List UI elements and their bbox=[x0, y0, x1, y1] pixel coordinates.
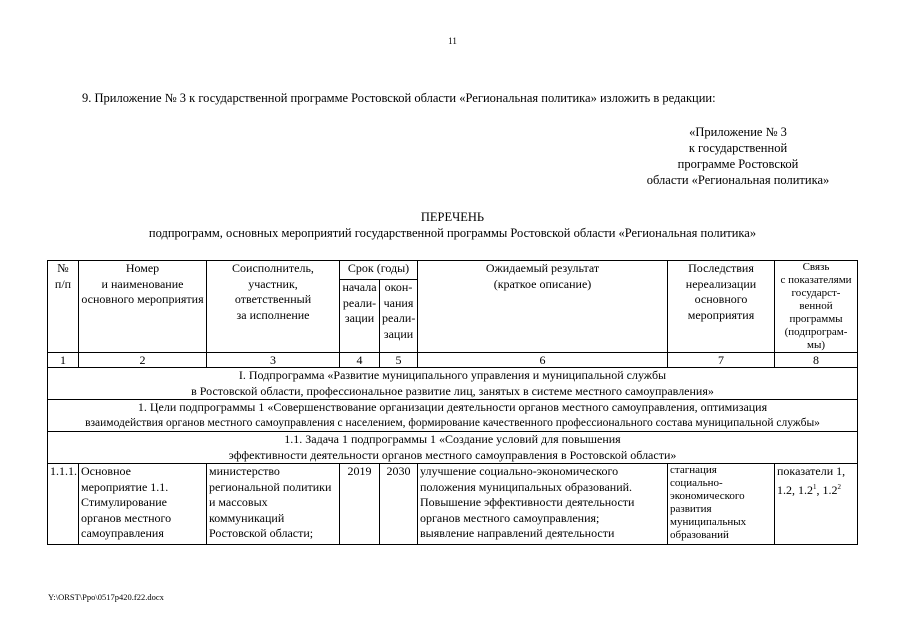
task-title: 1.1. Задача 1 подпрограммы 1 «Создание условий для повышения эффективности деятельности органов местного самоуправления в Ростовской области» bbox=[48, 432, 858, 464]
row-result: улучшение социально-экономического положения муниципальных образований. Повышение эффективности деятельности органов местного самоуправления; выявление направлений деятельности bbox=[418, 464, 668, 545]
table-row bbox=[48, 464, 858, 545]
appendix-line: области «Региональная политика» bbox=[646, 173, 830, 187]
intro-text: 9. Приложение № 3 к государственной программе Ростовской области «Региональная политика» изложить в редакции: bbox=[82, 91, 716, 105]
header-event-name: Номер и наименование основного мероприятия bbox=[79, 261, 207, 353]
header-start: начала реали- зации bbox=[340, 280, 380, 353]
column-number-row bbox=[48, 353, 858, 368]
header-term-group: Срок (годы) bbox=[340, 261, 418, 280]
row-link: показатели 1, 1.2, $1.2^1$, $1.2^2$ bbox=[775, 464, 858, 545]
goal-title: 1. Цели подпрограммы 1 «Совершенствование организации деятельности органов местного самоуправления, оптимизация взаимодействия органов местного самоуправления с населением, формирование качественного профессионального состава муниципальной службы» bbox=[48, 400, 858, 432]
row-end-year: 2030 bbox=[380, 464, 418, 545]
subprogram-title: I. Подпрограмма «Развитие муниципального управления и муниципальной службы в Ростовской области, профессиональное развитие лиц, занятых в системе местного самоуправления» bbox=[48, 368, 858, 400]
column-number: 5 bbox=[380, 353, 418, 368]
header-end: окон- чания реали- зации bbox=[380, 280, 418, 353]
program-table bbox=[47, 260, 858, 545]
header-link: Связь с показателями государст- венной программы (подпрограм- мы) bbox=[775, 261, 858, 353]
row-executor: министерство региональной политики и массовых коммуникаций Ростовской области; bbox=[207, 464, 340, 545]
column-number: 6 bbox=[418, 353, 668, 368]
appendix-line: «Приложение № 3 bbox=[689, 125, 787, 139]
header-executor: Соисполнитель, участник, ответственный за исполнение bbox=[207, 261, 340, 353]
column-number: 2 bbox=[79, 353, 207, 368]
task-row bbox=[48, 432, 858, 464]
header-result: Ожидаемый результат (краткое описание) bbox=[418, 261, 668, 353]
footer-file-path: Y:\ORST\Ppo\0517p420.f22.docx bbox=[48, 592, 164, 602]
row-event-name: Основное мероприятие 1.1. Стимулирование органов местного самоуправления bbox=[79, 464, 207, 545]
column-number: 8 bbox=[775, 353, 858, 368]
column-number: 3 bbox=[207, 353, 340, 368]
column-number: 1 bbox=[48, 353, 79, 368]
appendix-header bbox=[628, 124, 848, 188]
appendix-line: к государственной bbox=[688, 141, 788, 155]
header-consequences: Последствия нереализации основного мероприятия bbox=[668, 261, 775, 353]
row-num: 1.1.1. bbox=[48, 464, 79, 545]
document-subtitle: подпрограмм, основных мероприятий государственной программы Ростовской области «Региональная политика» bbox=[148, 226, 757, 240]
table-header-row bbox=[48, 261, 858, 280]
goal-row bbox=[48, 400, 858, 432]
document-title: ПЕРЕЧЕНЬ bbox=[420, 210, 485, 224]
column-number: 7 bbox=[668, 353, 775, 368]
document-title-block bbox=[0, 209, 905, 241]
header-num: № п/п bbox=[48, 261, 79, 353]
column-number: 4 bbox=[340, 353, 380, 368]
row-consequences: стагнация социально- экономического развития муниципальных образований bbox=[668, 464, 775, 545]
appendix-line: программе Ростовской bbox=[677, 157, 799, 171]
page-number: 11 bbox=[448, 36, 457, 46]
row-start-year: 2019 bbox=[340, 464, 380, 545]
subprogram-row bbox=[48, 368, 858, 400]
